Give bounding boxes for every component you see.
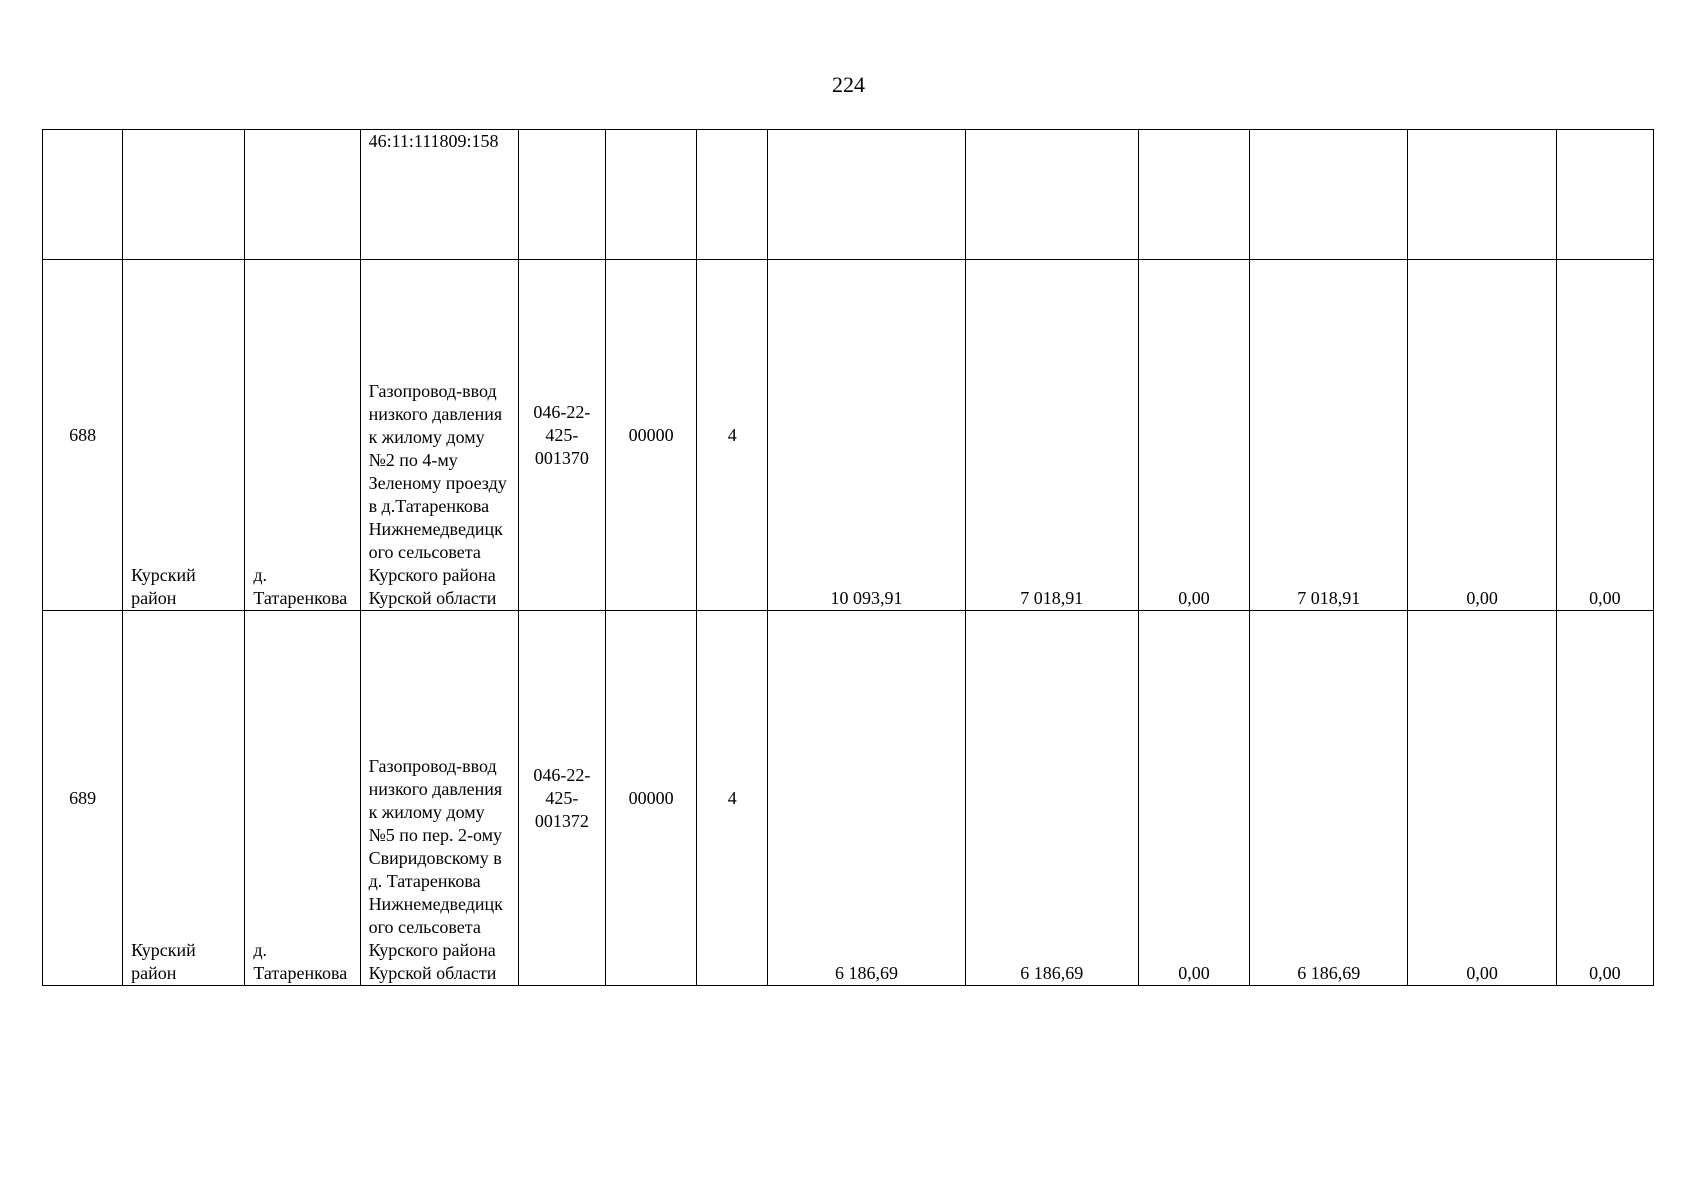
cell-value-3: 0,00: [1138, 611, 1249, 986]
cell-settlement: [245, 130, 360, 260]
cell-category: 4: [697, 611, 768, 986]
cell-num: [43, 130, 123, 260]
table-row: [43, 611, 1654, 986]
table-row-continuation: [43, 130, 1654, 260]
cell-object-name: Газопровод-ввод низкого давления к жилому дому №5 по пер. 2-ому Свиридовскому в д. Татаренкова Нижнемедведицкого сельсовета Курского района Курской области: [360, 611, 518, 986]
cell-district: Курский район: [123, 611, 245, 986]
cell-cadastral-number: 46:11:111809:158: [360, 130, 518, 260]
page-number: 224: [832, 72, 865, 97]
cell-value-2: 7 018,91: [965, 260, 1138, 611]
cell-value-1: [768, 130, 965, 260]
cell-value-4: [1250, 130, 1408, 260]
cell-reg-number: 046-22-425-001370: [518, 260, 605, 611]
cell-value-6: 0,00: [1556, 611, 1653, 986]
cell-value-1: 6 186,69: [768, 611, 965, 986]
cell-value-5: 0,00: [1408, 611, 1556, 986]
cell-code: [606, 130, 697, 260]
register-table: [42, 129, 1654, 986]
cell-value-2: 6 186,69: [965, 611, 1138, 986]
cell-value-1: 10 093,91: [768, 260, 965, 611]
cell-value-4: 6 186,69: [1250, 611, 1408, 986]
cell-value-3: 0,00: [1138, 260, 1249, 611]
cell-category: 4: [697, 260, 768, 611]
cell-value-6: 0,00: [1556, 260, 1653, 611]
cell-value-5: 0,00: [1408, 260, 1556, 611]
cell-category: [697, 130, 768, 260]
cell-value-4: 7 018,91: [1250, 260, 1408, 611]
cell-value-3: [1138, 130, 1249, 260]
cell-reg-number: 046-22-425-001372: [518, 611, 605, 986]
cell-settlement: д. Татаренкова: [245, 611, 360, 986]
cell-value-2: [965, 130, 1138, 260]
cell-reg-number: [518, 130, 605, 260]
cell-code: 00000: [606, 611, 697, 986]
table-row: [43, 260, 1654, 611]
cell-district: Курский район: [123, 260, 245, 611]
cell-value-6: [1556, 130, 1653, 260]
cell-district: [123, 130, 245, 260]
cell-object-name: Газопровод-ввод низкого давления к жилому дому №2 по 4-му Зеленому проезду в д.Татаренкова Нижнемедведицкого сельсовета Курского района Курской области: [360, 260, 518, 611]
cell-code: 00000: [606, 260, 697, 611]
cell-num: 688: [43, 260, 123, 611]
cell-settlement: д. Татаренкова: [245, 260, 360, 611]
cell-num: 689: [43, 611, 123, 986]
cell-value-5: [1408, 130, 1556, 260]
